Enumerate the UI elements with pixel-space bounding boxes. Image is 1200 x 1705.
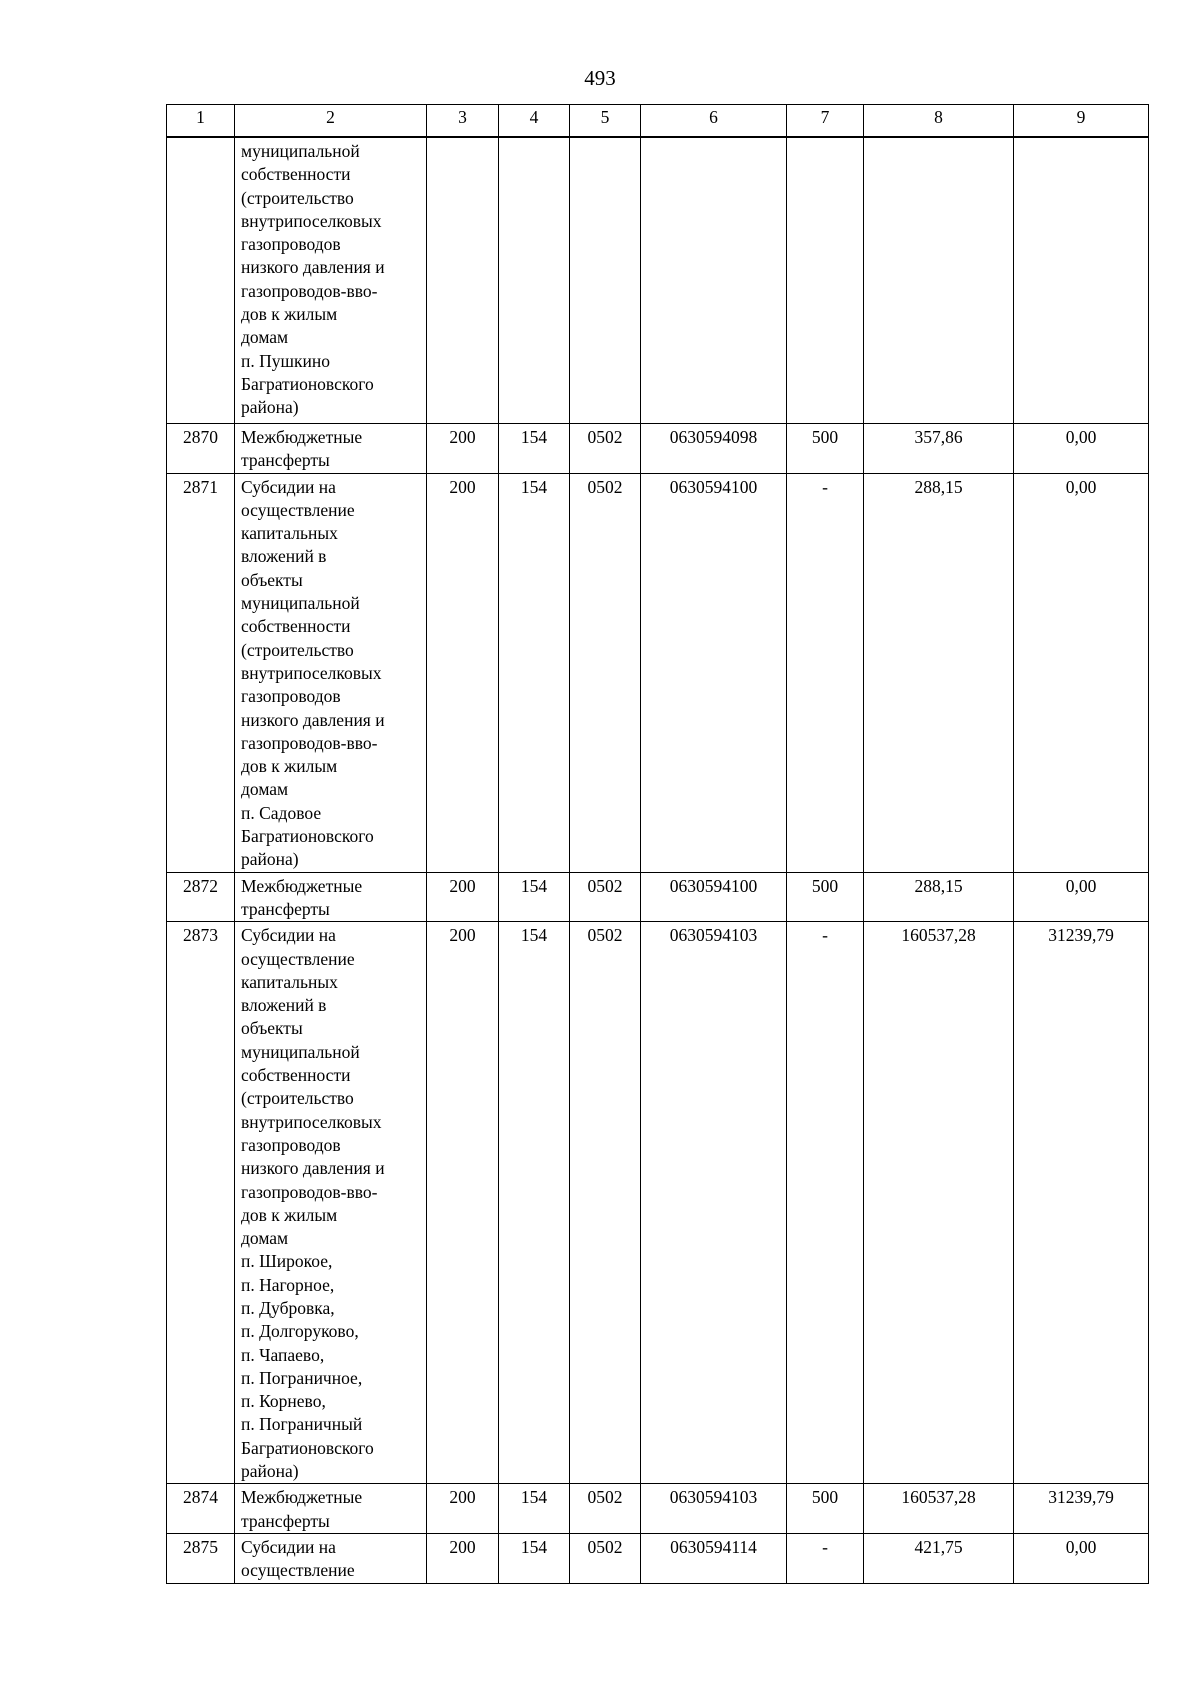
- header-cell: 6: [641, 105, 787, 138]
- row-name: Субсидии на осуществление капитальных вложений в объекты муниципальной собственности (строительство внутрипоселковых газопроводов низкого давления и газопроводов-вво- дов к жилым домам п. Широкое, п. Нагорное, п. Дубровка, п. Долгоруково, п. Чапаево, п. Пограничное, п. Корнево, п. Пограничный Багратионовского района): [235, 922, 427, 1484]
- table-row: [167, 872, 1149, 922]
- row-name: Субсидии на осуществление капитальных вложений в объекты муниципальной собственности (строительство внутрипоселковых газопроводов низкого давления и газопроводов-вво- дов к жилым домам п. Садовое Багратионовского района): [235, 473, 427, 872]
- row-name: Межбюджетные трансферты: [235, 1484, 427, 1534]
- cell-col3: [427, 137, 499, 424]
- cell-col8: 288,15: [864, 473, 1014, 872]
- header-cell: 4: [499, 105, 570, 138]
- cell-col6: [641, 137, 787, 424]
- table-row: [167, 1533, 1149, 1583]
- table-row: [167, 137, 1149, 424]
- header-cell: 3: [427, 105, 499, 138]
- row-number: 2874: [167, 1484, 235, 1534]
- header-cell: 5: [570, 105, 641, 138]
- row-name: Межбюджетные трансферты: [235, 872, 427, 922]
- cell-col3: 200: [427, 473, 499, 872]
- cell-col8: 357,86: [864, 424, 1014, 474]
- cell-col4: 154: [499, 424, 570, 474]
- cell-col9: [1014, 137, 1149, 424]
- cell-col5: 0502: [570, 922, 641, 1484]
- header-cell: 7: [787, 105, 864, 138]
- cell-col3: 200: [427, 872, 499, 922]
- cell-col4: 154: [499, 1484, 570, 1534]
- cell-col8: 288,15: [864, 872, 1014, 922]
- cell-col5: 0502: [570, 872, 641, 922]
- header-cell: 2: [235, 105, 427, 138]
- cell-col4: [499, 137, 570, 424]
- cell-col9: 0,00: [1014, 1533, 1149, 1583]
- cell-col8: 421,75: [864, 1533, 1014, 1583]
- cell-col7: 500: [787, 1484, 864, 1534]
- cell-col6: 0630594100: [641, 473, 787, 872]
- cell-col4: 154: [499, 922, 570, 1484]
- row-name: Межбюджетные трансферты: [235, 424, 427, 474]
- cell-col5: 0502: [570, 473, 641, 872]
- table-header-row: [167, 105, 1149, 138]
- table-row: [167, 424, 1149, 474]
- cell-col9: 0,00: [1014, 424, 1149, 474]
- cell-col7: 500: [787, 872, 864, 922]
- cell-col3: 200: [427, 922, 499, 1484]
- cell-col3: 200: [427, 1533, 499, 1583]
- cell-col6: 0630594103: [641, 922, 787, 1484]
- row-number: 2872: [167, 872, 235, 922]
- cell-col4: 154: [499, 1533, 570, 1583]
- cell-col7: 500: [787, 424, 864, 474]
- cell-col6: 0630594114: [641, 1533, 787, 1583]
- cell-col6: 0630594098: [641, 424, 787, 474]
- row-number: 2870: [167, 424, 235, 474]
- cell-col9: 31239,79: [1014, 922, 1149, 1484]
- cell-col7: [787, 137, 864, 424]
- row-number: 2875: [167, 1533, 235, 1583]
- row-name: Субсидии на осуществление: [235, 1533, 427, 1583]
- cell-col9: 0,00: [1014, 872, 1149, 922]
- cell-col3: 200: [427, 1484, 499, 1534]
- table-row: [167, 1484, 1149, 1534]
- table-row: [167, 473, 1149, 872]
- row-name: муниципальной собственности (строительство внутрипоселковых газопроводов низкого давления и газопроводов-вво- дов к жилым домам п. Пушкино Багратионовского района): [235, 137, 427, 424]
- cell-col8: [864, 137, 1014, 424]
- cell-col5: 0502: [570, 1533, 641, 1583]
- budget-table: [166, 104, 1149, 1584]
- cell-col7: -: [787, 922, 864, 1484]
- cell-col4: 154: [499, 872, 570, 922]
- cell-col3: 200: [427, 424, 499, 474]
- header-cell: 8: [864, 105, 1014, 138]
- row-number: 2871: [167, 473, 235, 872]
- header-cell: 1: [167, 105, 235, 138]
- row-number: [167, 137, 235, 424]
- row-number: 2873: [167, 922, 235, 1484]
- cell-col5: [570, 137, 641, 424]
- cell-col8: 160537,28: [864, 1484, 1014, 1534]
- cell-col5: 0502: [570, 1484, 641, 1534]
- cell-col5: 0502: [570, 424, 641, 474]
- cell-col8: 160537,28: [864, 922, 1014, 1484]
- header-cell: 9: [1014, 105, 1149, 138]
- cell-col4: 154: [499, 473, 570, 872]
- table-row: [167, 922, 1149, 1484]
- cell-col7: -: [787, 473, 864, 872]
- page-number: 493: [584, 66, 616, 90]
- cell-col6: 0630594103: [641, 1484, 787, 1534]
- cell-col7: -: [787, 1533, 864, 1583]
- cell-col9: 0,00: [1014, 473, 1149, 872]
- cell-col6: 0630594100: [641, 872, 787, 922]
- cell-col9: 31239,79: [1014, 1484, 1149, 1534]
